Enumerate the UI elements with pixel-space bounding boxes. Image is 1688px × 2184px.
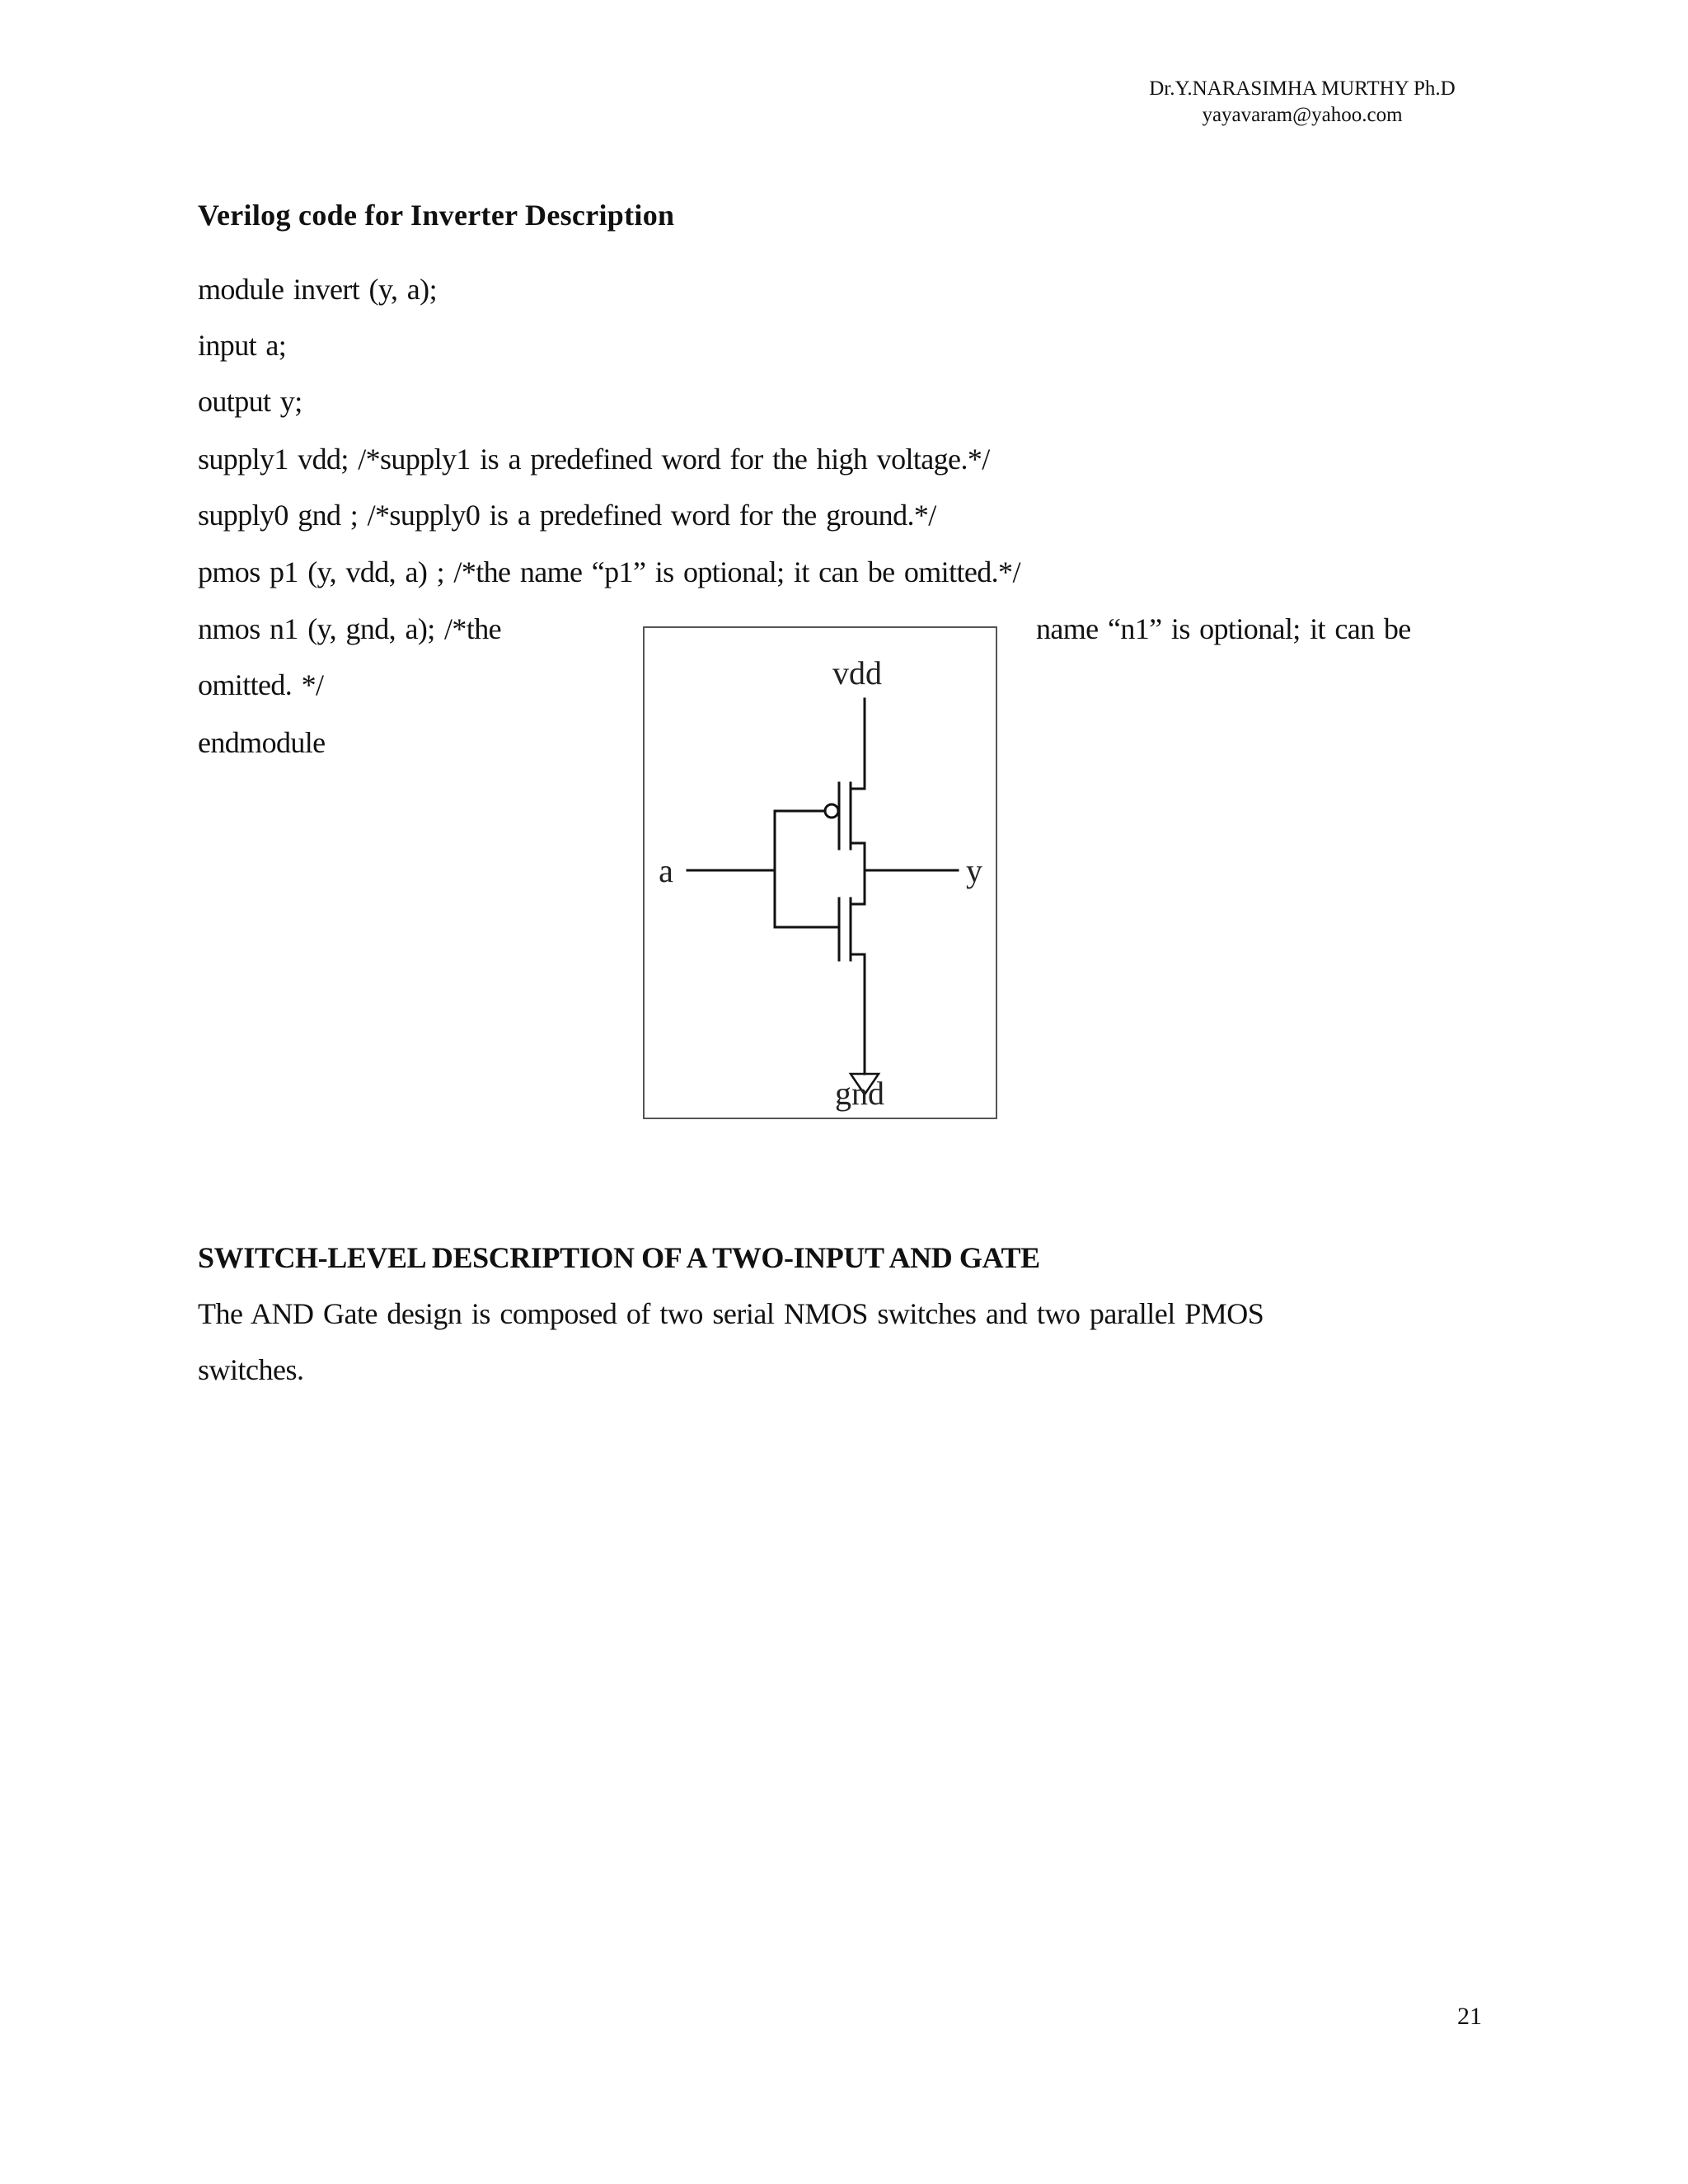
author-email: yayavaram@yahoo.com [1202,104,1403,126]
and-gate-paragraph [198,1286,1484,1398]
section-title: Verilog code for Inverter Description [198,199,675,232]
label-y: y [966,852,982,889]
code-line-6: pmos p1 (y, vdd, a) ; /*the name “p1” is optional; it can be omitted.*/ [198,555,1020,588]
paragraph-line-2: switches. [198,1353,304,1386]
inverter-circuit-diagram [643,626,997,1119]
code-line-2: input a; [198,329,287,362]
code-line-4: supply1 vdd; /*supply1 is a predefined word for the high voltage.*/ [198,443,990,476]
code-line-1: module invert (y, a); [198,273,437,306]
page-header [1088,76,1517,129]
inverter-circuit-figure [643,626,997,1119]
figure-border [644,627,996,1118]
code-line-3: output y; [198,385,302,418]
section-heading: SWITCH-LEVEL DESCRIPTION OF A TWO-INPUT AND GATE [198,1241,1040,1274]
author-name: Dr.Y.NARASIMHA MURTHY Ph.D [1149,77,1456,100]
label-vdd: vdd [832,654,882,691]
code-line-8: omitted. */ [198,668,324,701]
code-line-7-continued: name “n1” is optional; it can be [1036,612,1411,645]
label-a: a [659,852,673,889]
code-line-5: supply0 gnd ; /*supply0 is a predefined word for the ground.*/ [198,499,936,532]
code-line-9: endmodule [198,726,326,759]
paragraph-line-1: The AND Gate design is composed of two serial NMOS switches and two parallel PMOS [198,1297,1264,1330]
label-gnd: gnd [835,1075,884,1112]
page-number: 21 [1457,2003,1482,2030]
code-line-7: nmos n1 (y, gnd, a); /*the [198,612,502,645]
